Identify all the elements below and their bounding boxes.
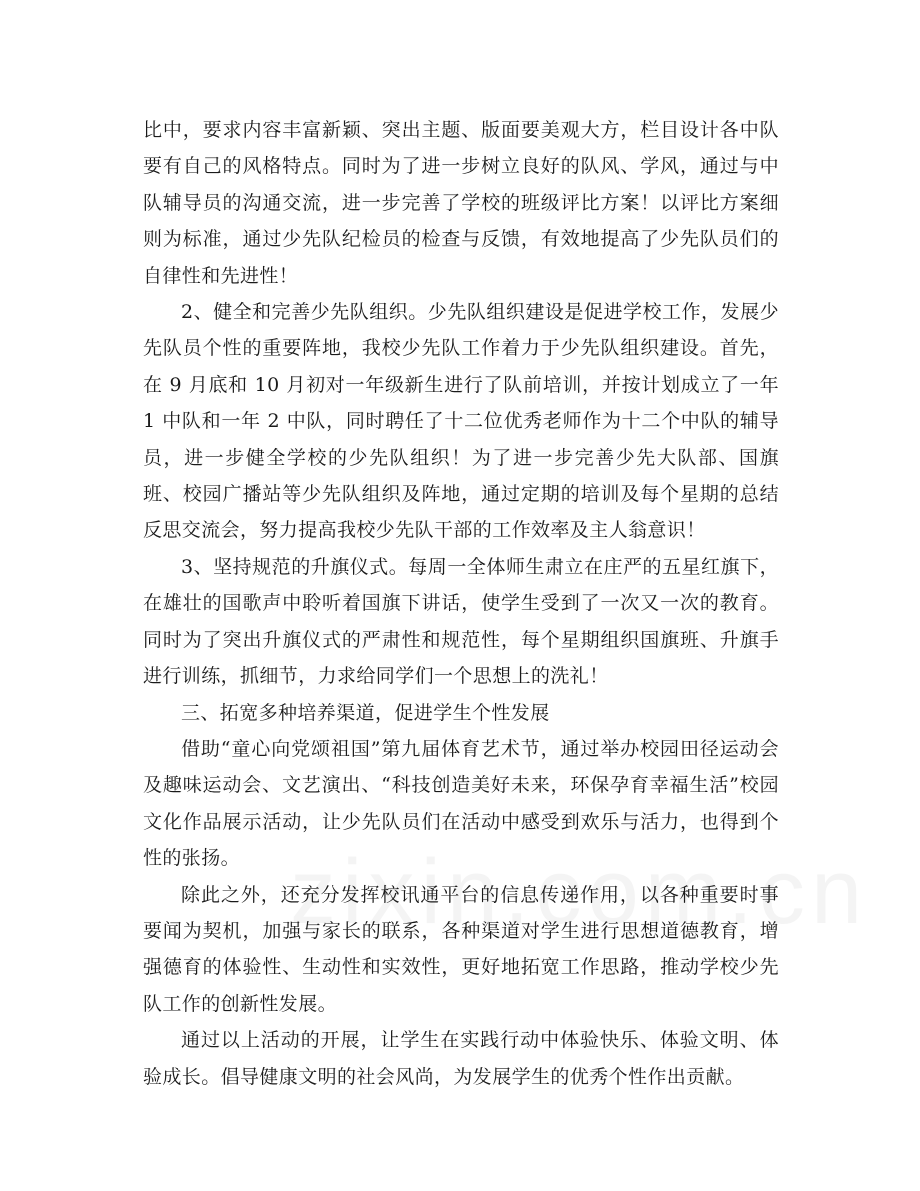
paragraph-conclusion: 通过以上活动的开展，让学生在实践行动中体验快乐、体验文明、体验成长。倡导健康文明的社会风尚，为发展学生的优秀个性作出贡献。 [143, 1029, 779, 1088]
section-heading: 三、拓宽多种培养渠道，促进学生个性发展 [181, 701, 550, 724]
paragraph-organization: 2、健全和完善少先队组织。少先队组织建设是促进学校工作，发展少先队员个性的重要阵地，我校少先队工作着力于少先队组织建设。首先，在 9 月底和 10 月初对一年级新生进行了队前培训，并按计划成立了一年 1 中队和一年 2 中队，同时聘任了十二位优秀老师作为十二个中队的辅导员，进一步健全学校的少先队组织！为了进一步完善少先大队部、国旗班、校园广播站等少先队组织及阵地，通过定期的培训及每个星期的总结反思交流会，努力提高我校少先队干部的工作效率及主人翁意识！ [143, 301, 779, 542]
paragraph-communication: 除此之外，还充分发挥校讯通平台的信息传递作用，以各种重要时事要闻为契机，加强与家长的联系，各种渠道对学生进行思想道德教育，增强德育的体验性、生动性和实效性，更好地拓宽工作思路，推动学校少先队工作的创新性发展。 [143, 883, 779, 1015]
paragraph-flag-ceremony: 3、坚持规范的升旗仪式。每周一全体师生肃立在庄严的五星红旗下，在雄壮的国歌声中聆听着国旗下讲话，使学生受到了一次又一次的教育。同时为了突出升旗仪式的严肃性和规范性，每个星期组织国旗班、升旗手进行训练，抓细节，力求给同学们一个思想上的洗礼！ [143, 555, 779, 688]
paragraph-festival: 借助“童心向党颂祖国”第九届体育艺术节，通过举办校园田径运动会及趣味运动会、文艺演出、“科技创造美好未来，环保孕育幸福生活”校园文化作品展示活动，让少先队员们在活动中感受到欢乐与活力，也得到个性的张扬。 [143, 737, 779, 870]
paragraph-continuation: 比中，要求内容丰富新颖、突出主题、版面要美观大方，栏目设计各中队要有自己的风格特点。同时为了进一步树立良好的队风、学风，通过与中队辅导员的沟通交流，进一步完善了学校的班级评比方案！以评比方案细则为标准，通过少先队纪检员的检查与反馈，有效地提高了少先队员们的自律性和先进性！ [143, 119, 779, 287]
document-body [143, 112, 779, 1095]
